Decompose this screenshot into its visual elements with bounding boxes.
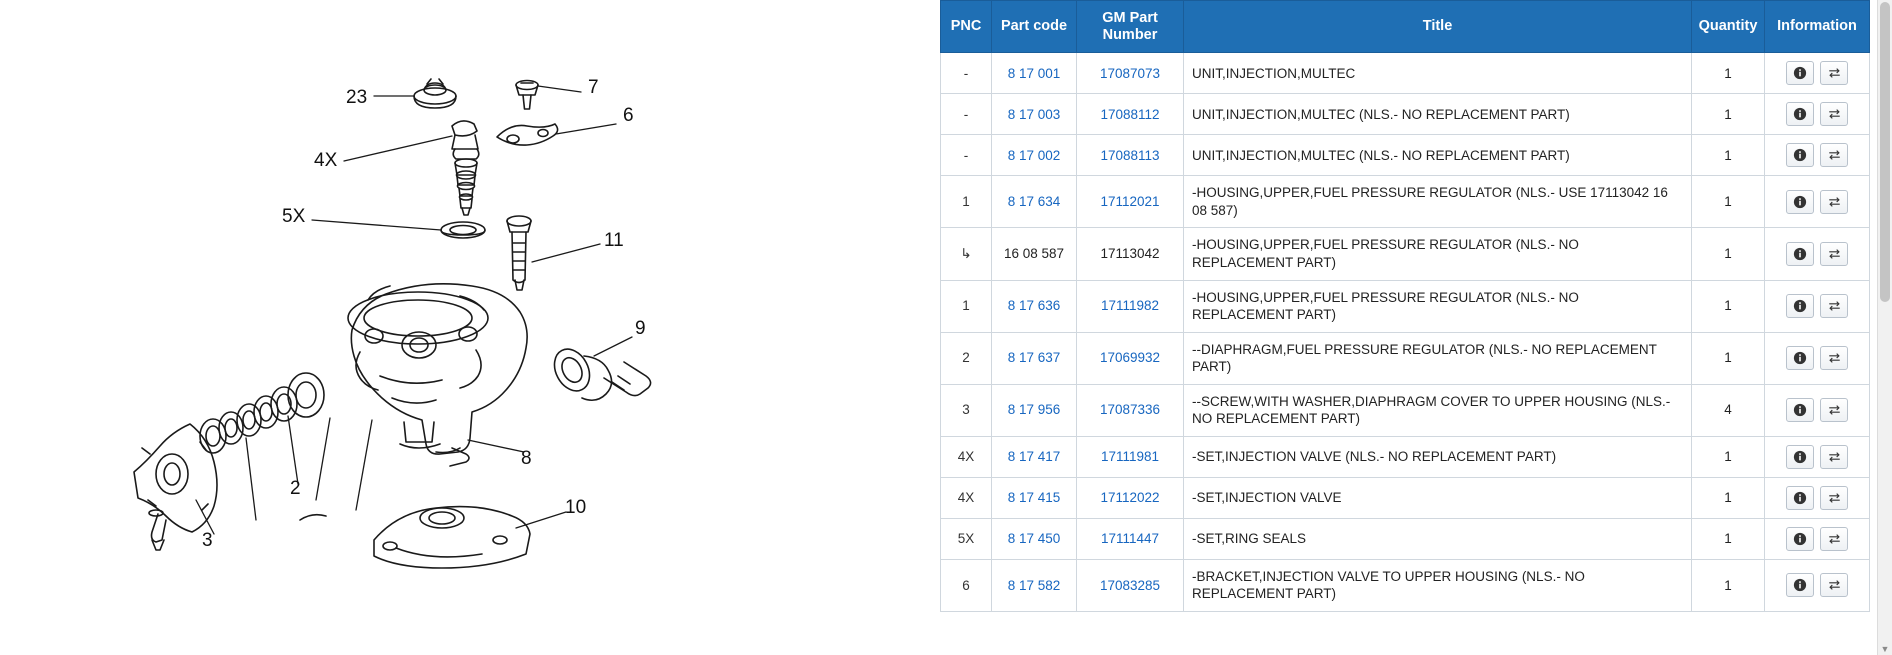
cell-quantity: 1 — [1692, 332, 1765, 384]
part-gasket-10 — [374, 507, 530, 568]
cell-information — [1765, 384, 1870, 436]
callout-5x: 5X — [282, 206, 306, 227]
col-header-part-code[interactable]: Part code — [992, 1, 1077, 53]
part-code-link: 16 08 587 — [1003, 246, 1065, 262]
cell-part-code[interactable] — [992, 384, 1077, 436]
cell-pnc: 4X — [941, 436, 992, 477]
compare-icon[interactable] — [1820, 242, 1848, 266]
compare-icon[interactable] — [1820, 398, 1848, 422]
callout-10: 10 — [565, 497, 587, 518]
part-throttle-body — [348, 284, 527, 466]
cell-gm-part-number[interactable] — [1077, 332, 1184, 384]
table-row[interactable] — [941, 477, 1870, 518]
part-code-link[interactable]: 8 17 003 — [1007, 106, 1061, 122]
part-code-link[interactable]: 8 17 582 — [1007, 577, 1061, 593]
info-icon[interactable] — [1786, 527, 1814, 551]
compare-icon[interactable] — [1820, 102, 1848, 126]
cell-information — [1765, 436, 1870, 477]
cell-information — [1765, 135, 1870, 176]
cell-quantity: 1 — [1692, 436, 1765, 477]
exploded-diagram-image — [0, 0, 940, 655]
cell-pnc: 6 — [941, 559, 992, 611]
gm-part-number-link[interactable]: 17088113 — [1100, 147, 1160, 163]
part-code-link[interactable]: 8 17 415 — [1007, 490, 1061, 506]
cell-gm-part-number[interactable] — [1077, 436, 1184, 477]
col-header-pnc[interactable]: PNC — [941, 1, 992, 53]
parts-table-body — [941, 53, 1870, 612]
info-icon[interactable] — [1786, 242, 1814, 266]
compare-icon[interactable] — [1820, 346, 1848, 370]
part-code-link[interactable]: 8 17 956 — [1007, 402, 1061, 418]
cell-part-code[interactable] — [992, 94, 1077, 135]
cell-pnc: - — [941, 94, 992, 135]
table-row[interactable] — [941, 559, 1870, 611]
cell-pnc: 2 — [941, 332, 992, 384]
cell-gm-part-number[interactable] — [1077, 94, 1184, 135]
parts-table-pane — [940, 0, 1892, 655]
cell-quantity: 1 — [1692, 559, 1765, 611]
callout-8: 8 — [521, 448, 532, 469]
cell-quantity: 4 — [1692, 384, 1765, 436]
table-row[interactable] — [941, 332, 1870, 384]
compare-icon[interactable] — [1820, 61, 1848, 85]
parts-table — [940, 0, 1870, 612]
cell-part-code[interactable] — [992, 176, 1077, 228]
cell-information — [1765, 518, 1870, 559]
cell-title: --SCREW,WITH WASHER,DIAPHRAGM COVER TO UPPER HOUSING (NLS.- NO REPLACEMENT PART) — [1184, 384, 1692, 436]
cell-title: UNIT,INJECTION,MULTEC (NLS.- NO REPLACEMENT PART) — [1184, 94, 1692, 135]
cell-title: -BRACKET,INJECTION VALVE TO UPPER HOUSING (NLS.- NO REPLACEMENT PART) — [1184, 559, 1692, 611]
gm-part-number-link: 17113042 — [1100, 246, 1160, 262]
table-row[interactable] — [941, 436, 1870, 477]
gm-part-number-link[interactable]: 17087336 — [1099, 402, 1161, 418]
callout-9: 9 — [635, 318, 646, 339]
parts-table-header — [941, 1, 1870, 53]
info-icon[interactable] — [1786, 346, 1814, 370]
cell-pnc: 4X — [941, 477, 992, 518]
cell-part-code[interactable] — [992, 477, 1077, 518]
info-icon[interactable] — [1786, 294, 1814, 318]
cell-quantity: 1 — [1692, 280, 1765, 332]
cell-information — [1765, 280, 1870, 332]
part-screw-7 — [516, 81, 538, 110]
info-icon[interactable] — [1786, 398, 1814, 422]
cell-pnc: 1 — [941, 280, 992, 332]
table-row[interactable] — [941, 384, 1870, 436]
part-code-link[interactable]: 8 17 002 — [1007, 147, 1061, 163]
compare-icon[interactable] — [1820, 445, 1848, 469]
cell-title: -HOUSING,UPPER,FUEL PRESSURE REGULATOR (NLS.- USE 17113042 16 08 587) — [1184, 176, 1692, 228]
part-code-link[interactable]: 8 17 417 — [1007, 449, 1061, 465]
callout-6: 6 — [623, 105, 634, 126]
cell-gm-part-number[interactable] — [1077, 384, 1184, 436]
cell-information — [1765, 477, 1870, 518]
part-ring-seal-5x — [441, 222, 485, 238]
callout-11: 11 — [604, 230, 624, 251]
info-icon[interactable] — [1786, 486, 1814, 510]
table-row[interactable] — [941, 176, 1870, 228]
compare-icon[interactable] — [1820, 573, 1848, 597]
col-header-quantity[interactable]: Quantity — [1692, 1, 1765, 53]
cell-title: --DIAPHRAGM,FUEL PRESSURE REGULATOR (NLS.- NO REPLACEMENT PART) — [1184, 332, 1692, 384]
gm-part-number-link[interactable]: 17111982 — [1100, 298, 1160, 314]
callout-3: 3 — [202, 530, 213, 551]
cell-gm-part-number[interactable] — [1077, 280, 1184, 332]
info-icon[interactable] — [1786, 143, 1814, 167]
cell-pnc: 3 — [941, 384, 992, 436]
part-bracket-6 — [497, 124, 558, 145]
cell-part-code[interactable] — [992, 53, 1077, 94]
scroll-down-arrow[interactable]: ▼ — [1880, 644, 1890, 654]
compare-icon[interactable] — [1820, 294, 1848, 318]
cell-information — [1765, 559, 1870, 611]
gm-part-number-link[interactable]: 17111447 — [1100, 531, 1160, 547]
compare-icon[interactable] — [1820, 143, 1848, 167]
cell-part-code[interactable] — [992, 559, 1077, 611]
vertical-scrollbar[interactable] — [1877, 0, 1892, 655]
part-ring-stack-8 — [200, 373, 324, 453]
part-diaphragm-2 — [300, 515, 326, 520]
cell-title: -SET,INJECTION VALVE — [1184, 477, 1692, 518]
part-long-screw-11 — [507, 216, 531, 290]
info-icon[interactable] — [1786, 61, 1814, 85]
cell-title: UNIT,INJECTION,MULTEC (NLS.- NO REPLACEMENT PART) — [1184, 135, 1692, 176]
gm-part-number-link[interactable]: 17083285 — [1099, 577, 1161, 593]
part-code-link[interactable]: 8 17 636 — [1007, 298, 1061, 314]
cell-title: -SET,RING SEALS — [1184, 518, 1692, 559]
cell-pnc: - — [941, 53, 992, 94]
part-injector-4x — [452, 121, 479, 215]
cell-gm-part-number[interactable] — [1077, 176, 1184, 228]
gm-part-number-link[interactable]: 17112021 — [1100, 194, 1160, 210]
cell-quantity: 1 — [1692, 135, 1765, 176]
callout-7: 7 — [588, 77, 599, 98]
cell-part-code — [992, 228, 1077, 280]
part-code-link[interactable]: 8 17 001 — [1007, 65, 1061, 81]
cell-quantity: 1 — [1692, 176, 1765, 228]
compare-icon[interactable] — [1820, 527, 1848, 551]
cell-gm-part-number[interactable] — [1077, 518, 1184, 559]
part-sensor-9 — [548, 343, 651, 400]
cell-pnc: ↳ — [941, 228, 992, 280]
cell-title: UNIT,INJECTION,MULTEC — [1184, 53, 1692, 94]
gm-part-number-link[interactable]: 17087073 — [1099, 65, 1161, 81]
table-row[interactable] — [941, 53, 1870, 94]
cell-pnc: 5X — [941, 518, 992, 559]
cell-information — [1765, 176, 1870, 228]
table-row[interactable] — [941, 228, 1870, 280]
header-row — [941, 1, 1870, 53]
callout-2: 2 — [290, 478, 301, 499]
scrollbar-thumb[interactable] — [1880, 2, 1890, 302]
cell-part-code[interactable] — [992, 518, 1077, 559]
cell-information — [1765, 332, 1870, 384]
cell-part-code[interactable] — [992, 332, 1077, 384]
cell-information — [1765, 53, 1870, 94]
cell-part-code[interactable] — [992, 135, 1077, 176]
info-icon[interactable] — [1786, 190, 1814, 214]
leader-lines — [196, 86, 632, 534]
table-row[interactable] — [941, 280, 1870, 332]
cell-pnc: 1 — [941, 176, 992, 228]
cell-information — [1765, 228, 1870, 280]
cell-gm-part-number[interactable] — [1077, 477, 1184, 518]
gm-part-number-link[interactable]: 17111981 — [1100, 449, 1160, 465]
cell-title: -HOUSING,UPPER,FUEL PRESSURE REGULATOR (NLS.- NO REPLACEMENT PART) — [1184, 280, 1692, 332]
table-row[interactable] — [941, 135, 1870, 176]
part-cap-23 — [414, 79, 456, 108]
col-header-information[interactable]: Information — [1765, 1, 1870, 53]
part-code-link[interactable]: 8 17 634 — [1007, 194, 1061, 210]
cell-gm-part-number — [1077, 228, 1184, 280]
cell-gm-part-number[interactable] — [1077, 135, 1184, 176]
cell-gm-part-number[interactable] — [1077, 559, 1184, 611]
callout-23: 23 — [346, 87, 368, 108]
table-row[interactable] — [941, 518, 1870, 559]
cell-quantity: 1 — [1692, 477, 1765, 518]
diagram-callouts — [202, 77, 646, 551]
gm-part-number-link[interactable]: 17069932 — [1099, 350, 1161, 366]
cell-information — [1765, 94, 1870, 135]
info-icon[interactable] — [1786, 445, 1814, 469]
callout-4x: 4X — [314, 150, 338, 171]
compare-icon[interactable] — [1820, 486, 1848, 510]
cell-title: -SET,INJECTION VALVE (NLS.- NO REPLACEMENT PART) — [1184, 436, 1692, 477]
cell-quantity: 1 — [1692, 228, 1765, 280]
gm-part-number-link[interactable]: 17112022 — [1100, 490, 1160, 506]
cell-quantity: 1 — [1692, 94, 1765, 135]
part-code-link[interactable]: 8 17 450 — [1007, 531, 1061, 547]
cell-pnc: - — [941, 135, 992, 176]
cell-part-code[interactable] — [992, 280, 1077, 332]
cell-quantity: 1 — [1692, 518, 1765, 559]
cell-title: -HOUSING,UPPER,FUEL PRESSURE REGULATOR (NLS.- NO REPLACEMENT PART) — [1184, 228, 1692, 280]
col-header-gm-part-number[interactable]: GM Part Number — [1077, 1, 1184, 53]
part-code-link[interactable]: 8 17 637 — [1007, 350, 1061, 366]
exploded-diagram-pane — [0, 0, 940, 655]
col-header-title[interactable]: Title — [1184, 1, 1692, 53]
cell-part-code[interactable] — [992, 436, 1077, 477]
info-icon[interactable] — [1786, 102, 1814, 126]
cell-quantity: 1 — [1692, 53, 1765, 94]
compare-icon[interactable] — [1820, 190, 1848, 214]
cell-gm-part-number[interactable] — [1077, 53, 1184, 94]
gm-part-number-link[interactable]: 17088112 — [1100, 106, 1160, 122]
info-icon[interactable] — [1786, 573, 1814, 597]
table-row[interactable] — [941, 94, 1870, 135]
